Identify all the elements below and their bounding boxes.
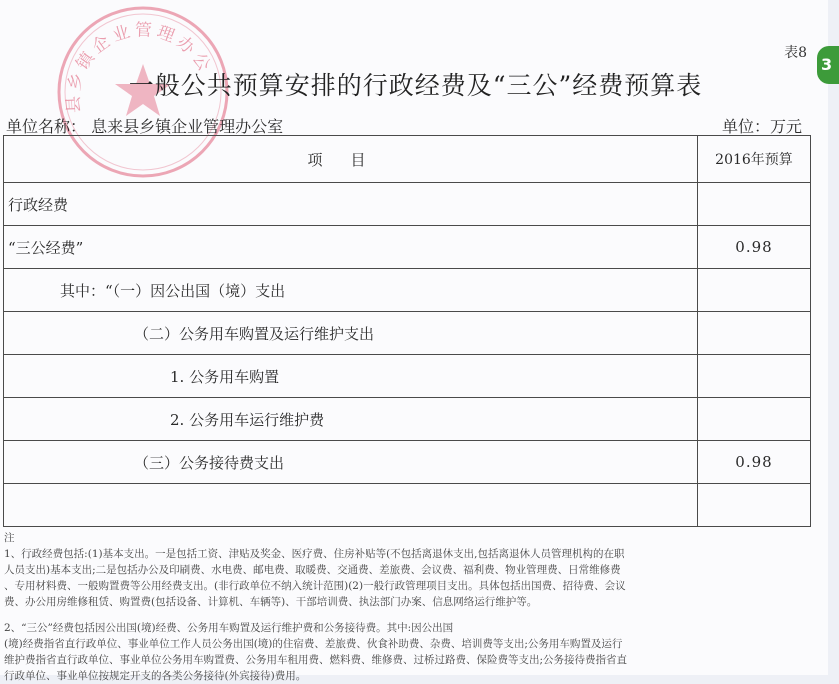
note-1-line: 1、行政经费包括:(1)基本支出。一是包括工资、津贴及奖金、医疗费、住房补贴等(不包括离退休支出,包括离退休人员管理机构的在职 — [4, 548, 625, 560]
note-1-line: 费、办公用房维修租赁、购置费(包括设备、计算机、车辆等)、干部培训费、执法部门办案、信息网络运行维护等。 — [4, 596, 538, 608]
table-number: 表8 — [784, 45, 807, 61]
note-1-line: 、专用材料费、一般购置费等公用经费支出。(非行政单位不纳入统计范围)(2)一般行政管理项目支出。具体包括出国费、招待费、会议 — [4, 580, 626, 592]
row-value — [698, 269, 811, 312]
budget-table — [3, 135, 811, 527]
row-label: 2. 公务用车运行维护费 — [4, 398, 698, 441]
row-value: 0.98 — [698, 226, 811, 269]
table-row — [4, 398, 811, 441]
row-label: 1. 公务用车购置 — [4, 355, 698, 398]
unit-name: 单位名称： 息来县乡镇企业管理办公室 — [6, 117, 284, 136]
row-value — [698, 398, 811, 441]
note-1-line: 人员支出)基本支出;二是包括办公及印刷费、水电费、邮电费、取暖费、交通费、差旅费、会议费、福利费、物业管理费、日常维修费 — [4, 564, 621, 576]
row-label: “三公经费” — [4, 226, 698, 269]
row-value: 0.98 — [698, 441, 811, 484]
side-tab-badge[interactable]: 3 — [817, 46, 839, 84]
currency-unit: 单位：万元 — [721, 117, 802, 136]
row-value — [698, 484, 811, 527]
table-row — [4, 441, 811, 484]
table-row — [4, 355, 811, 398]
table-row — [4, 183, 811, 226]
row-label: 行政经费 — [4, 183, 698, 226]
table-header-row — [4, 136, 811, 183]
note-2-line: 维护费指省直行政单位、事业单位公务用车购置费、公务用车租用费、燃料费、维修费、过桥过路费、保险费等支出;公务接待费指省直 — [4, 654, 628, 666]
table-row — [4, 484, 811, 527]
row-value — [698, 312, 811, 355]
note-2-line: 2、“三公”经费包括因公出国(境)经费、公务用车购置及运行维护费和公务接待费。其中:因公出国 — [4, 622, 454, 634]
table-row — [4, 269, 811, 312]
footnotes — [4, 530, 804, 684]
row-label: （三）公务接待费支出 — [4, 441, 698, 484]
table-row — [4, 312, 811, 355]
row-label: （二）公务用车购置及运行维护支出 — [4, 312, 698, 355]
table-row — [4, 226, 811, 269]
row-value — [698, 355, 811, 398]
svg-text:县乡镇企业管理办公: 县乡镇企业管理办公 — [63, 20, 216, 114]
row-label — [4, 484, 698, 527]
note-2-line: (境)经费指省直行政单位、事业单位工作人员公务出国(境)的住宿费、差旅费、伙食补助费、杂费、培训费等支出;公务用车购置及运行 — [4, 638, 623, 650]
notes-heading: 注 — [4, 532, 15, 544]
row-value — [698, 183, 811, 226]
note-2-line: 行政单位、事业单位按规定开支的各类公务接待(外宾接待)费用。 — [4, 670, 307, 682]
page-title: 一般公共预算安排的行政经费及“三公”经费预算表 — [128, 71, 703, 100]
header-year: 2016年预算 — [698, 136, 811, 183]
header-item: 项目 — [4, 136, 698, 183]
row-label: 其中：“（一）因公出国（境）支出 — [4, 269, 698, 312]
